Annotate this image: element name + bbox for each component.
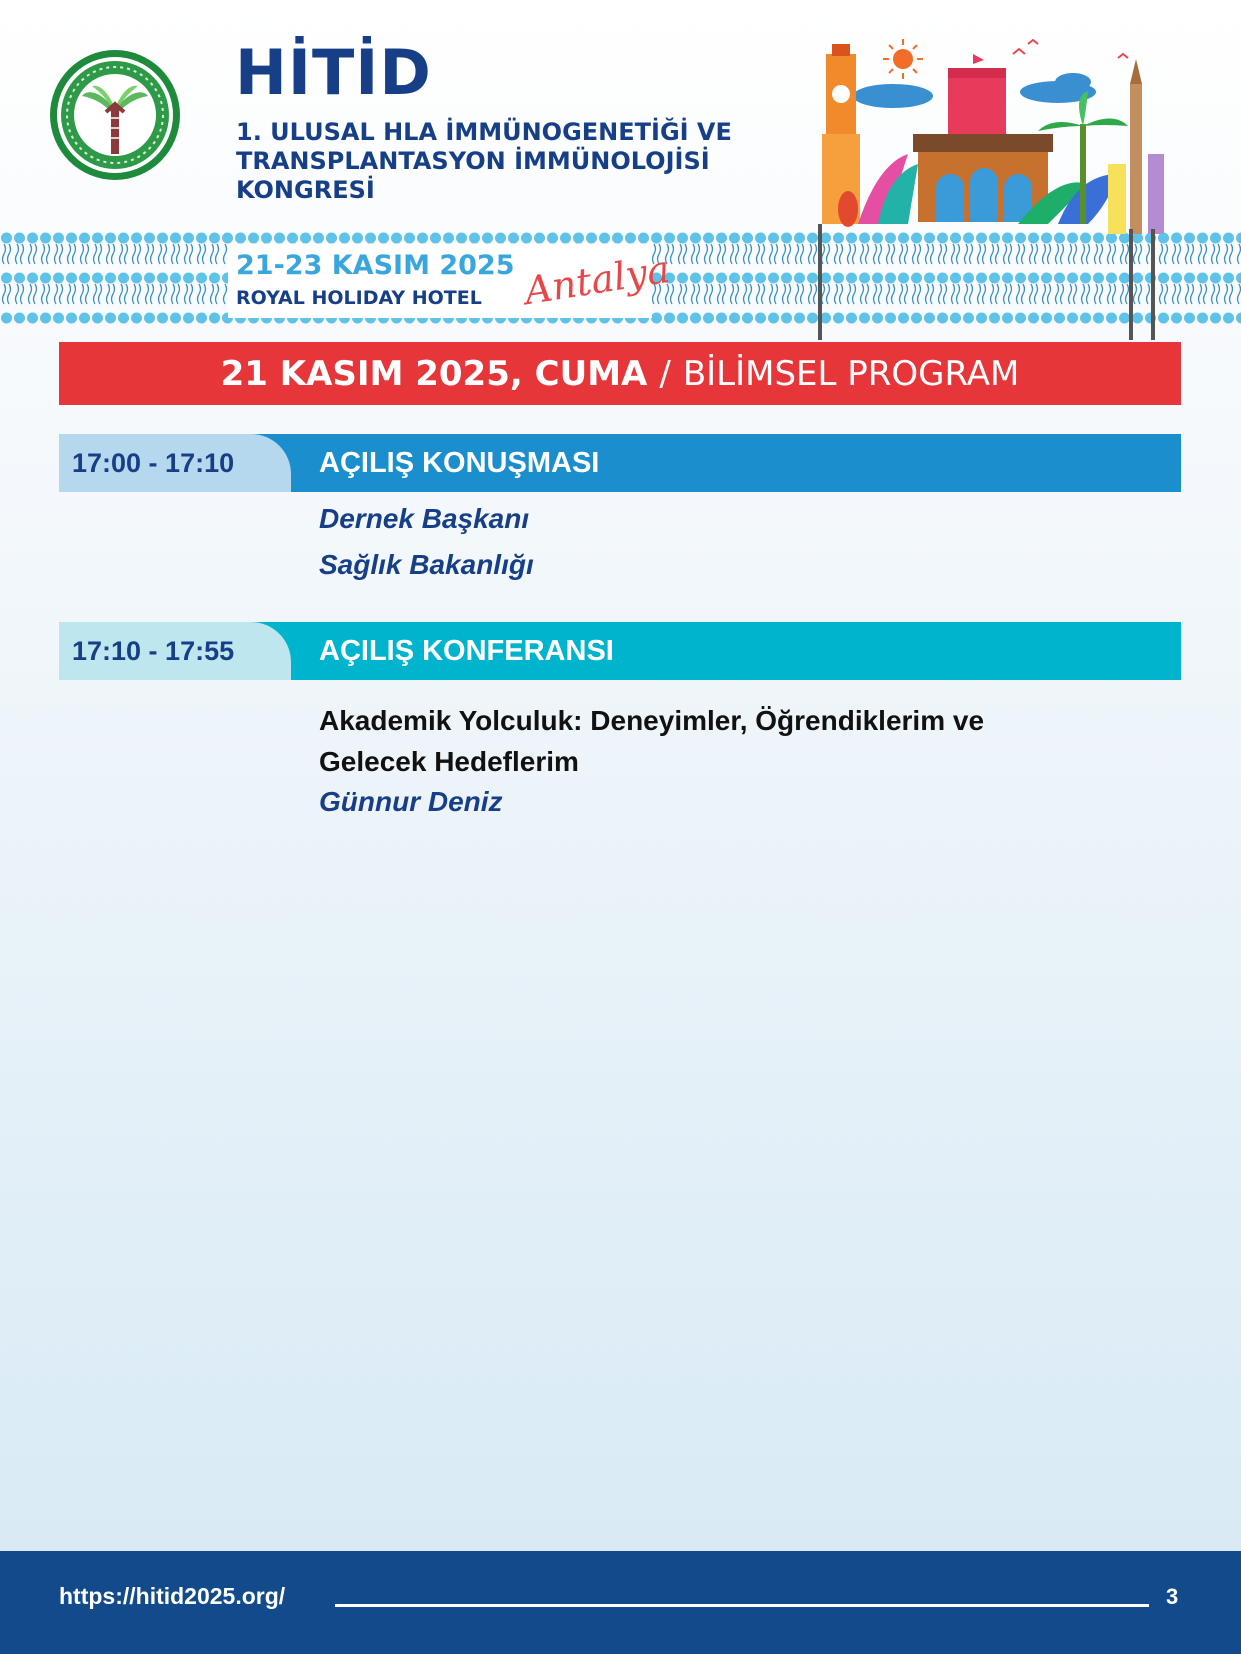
day-banner-date: 21 KASIM 2025, CUMA: [220, 353, 648, 394]
session-bar-opening-speech: [59, 434, 1181, 492]
speaker-name: Dernek Başkanı: [319, 503, 530, 534]
congress-title-line: 1. ULUSAL HLA İMMÜNOGENETİĞİ VE: [236, 118, 732, 146]
session-title: AÇILIŞ KONUŞMASI: [319, 447, 600, 479]
city-script: Antalya: [521, 246, 673, 314]
talk-title-line: Akademik Yolculuk: Deneyimler, Öğrendiklerim ve: [319, 705, 985, 736]
session-title: AÇILIŞ KONFERANSI: [319, 635, 614, 667]
congress-title-line: KONGRESİ: [236, 176, 375, 204]
speaker-name: Sağlık Bakanlığı: [319, 549, 534, 580]
speaker-name: Günnur Deniz: [319, 786, 503, 817]
talk-title: [319, 700, 1119, 782]
talk-title-line: Gelecek Hedeflerim: [319, 746, 579, 777]
congress-title-line: TRANSPLANTASYON İMMÜNOLOJİSİ: [236, 147, 710, 175]
day-banner-label: BİLİMSEL PROGRAM: [682, 353, 1020, 394]
day-banner-separator: /: [659, 353, 671, 394]
antalya-illustration: [818, 34, 1241, 340]
brand-title: HİTİD: [235, 36, 432, 109]
page-number: 3: [1166, 1584, 1179, 1609]
website-link[interactable]: https://hitid2025.org/: [59, 1583, 286, 1609]
session-bar-opening-conference: [59, 622, 1181, 680]
session-time: 17:00 - 17:10: [72, 448, 235, 478]
session-time: 17:10 - 17:55: [72, 636, 235, 666]
event-date: 21-23 KASIM 2025: [236, 250, 515, 281]
event-venue: ROYAL HOLIDAY HOTEL: [236, 287, 482, 309]
congress-title: [236, 118, 796, 205]
association-logo: [48, 48, 182, 182]
footer-divider: [335, 1604, 1149, 1607]
day-banner: [59, 342, 1181, 405]
sun-icon: [883, 39, 923, 79]
